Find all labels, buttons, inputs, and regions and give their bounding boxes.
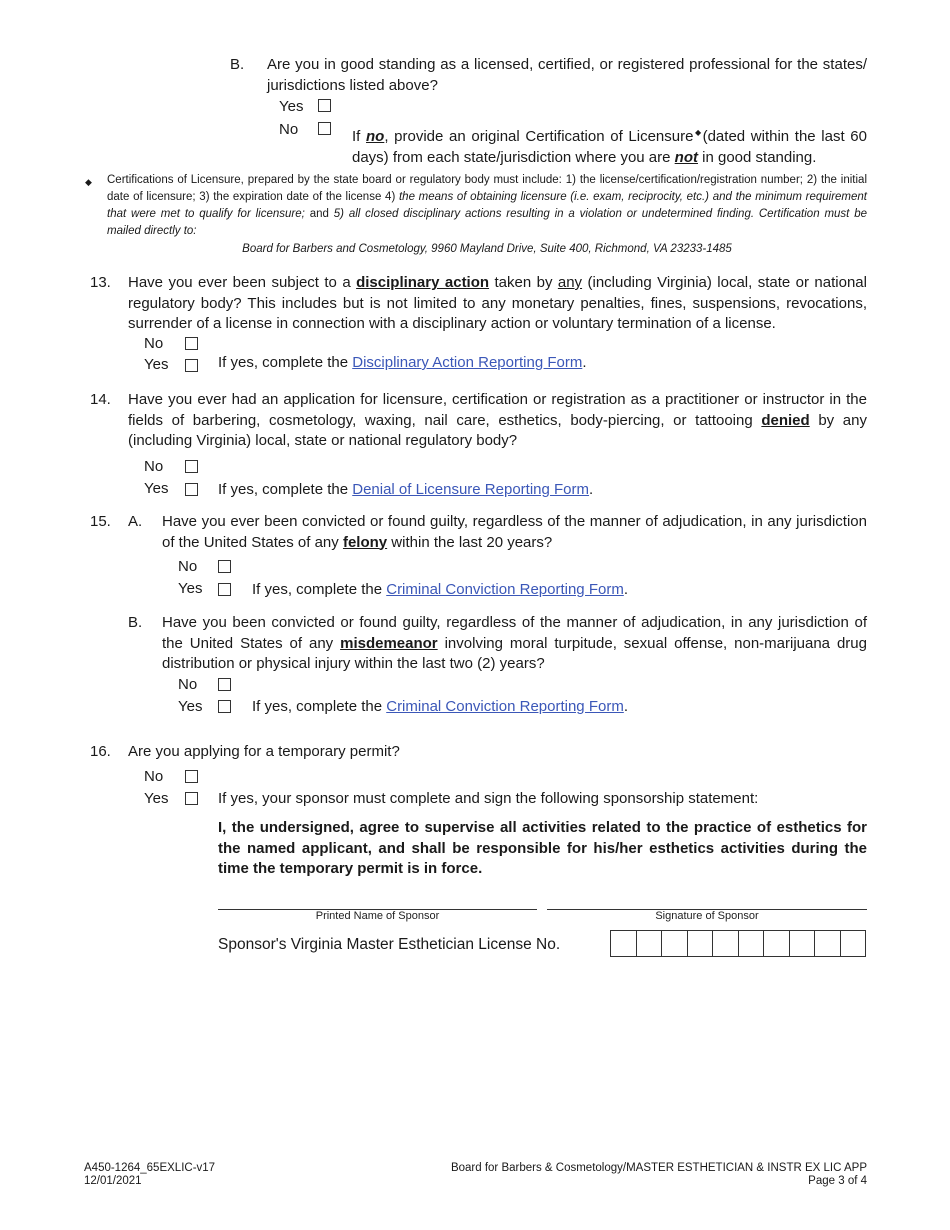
q15b-yes-instructions: If yes, complete the Criminal Conviction Reporting Form. (252, 698, 628, 715)
q14-no-label: No (144, 458, 164, 475)
q15a-no-label: No (178, 558, 198, 575)
license-digit-cell[interactable] (662, 931, 688, 956)
license-digit-cell[interactable] (739, 931, 765, 956)
license-number-input[interactable] (610, 930, 866, 957)
denial-of-licensure-form-link[interactable]: Denial of Licensure Reporting Form (352, 481, 590, 498)
license-digit-cell[interactable] (637, 931, 663, 956)
printed-name-caption: Printed Name of Sponsor (315, 910, 440, 922)
q15b-yes-checkbox[interactable] (218, 700, 231, 713)
q16-no-label: No (144, 768, 164, 785)
q16-number: 16. (90, 743, 111, 760)
board-address: Board for Barbers and Cosmetology, 9960 Mayland Drive, Suite 400, Richmond, VA 23233-1485 (242, 243, 732, 255)
license-digit-cell[interactable] (790, 931, 816, 956)
board-form-title: Board for Barbers & Cosmetology/MASTER ESTHETICIAN & INSTR EX LIC APP (450, 1162, 867, 1174)
q13-yes-instructions: If yes, complete the Disciplinary Action Reporting Form. (218, 354, 587, 371)
sponsorship-statement: I, the undersigned, agree to supervise all activities related to the practice of esthetics for the named applicant, and shall be responsible for his/her esthetics activities during the time the temporary permit is in force. (218, 819, 867, 877)
q14-question: Have you ever had an application for licensure, certification or registration as a practitioner or instructor in the fields of barbering, cosmetology, waxing, nail care, esthetics, body-piercing, or tattooing denied by any (including Virginia) local, state or national regulatory body? (128, 391, 867, 449)
q15b-yes-label: Yes (178, 698, 203, 715)
q15a-no-checkbox[interactable] (218, 560, 231, 573)
q12b-yes-checkbox[interactable] (318, 99, 331, 112)
license-digit-cell[interactable] (611, 931, 637, 956)
form-date: 12/01/2021 (84, 1175, 142, 1187)
license-number-label: Sponsor's Virginia Master Esthetician License No. (218, 936, 561, 953)
q15a-letter: A. (128, 513, 143, 530)
q13-yes-label: Yes (144, 356, 169, 373)
license-digit-cell[interactable] (713, 931, 739, 956)
footnote-text: Certifications of Licensure, prepared by the state board or regulatory body must include: 1) the license/certification/registration number; 2) the initial date of licensure; 3) the expiration date of the license 4) the means of obtaining licensure (i.e. exam, reciprocity, etc.) and the minimum requirement that were met to qualify for licensure; and 5) all closed disciplinary actions resulting in a violation or undetermined finding. Certification must be mailed directly to: (107, 174, 868, 237)
form-id: A450-1264_65EXLIC-v17 (84, 1162, 216, 1174)
q13-yes-checkbox[interactable] (185, 359, 198, 372)
license-digit-cell[interactable] (688, 931, 714, 956)
q15b-question: Have you been convicted or found guilty, regardless of the manner of adjudication, in any jurisdiction of the United States of any misdemeanor involving moral turpitude, sexual offense, non-marijuana drug distribution or physical injury within the last two (2) years? (162, 614, 867, 672)
criminal-conviction-form-link-a[interactable]: Criminal Conviction Reporting Form (386, 581, 624, 598)
q14-number: 14. (90, 391, 111, 408)
disciplinary-action-form-link[interactable]: Disciplinary Action Reporting Form (352, 354, 583, 371)
q12b-question: Are you in good standing as a licensed, certified, or registered professional for the states/ jurisdictions listed above? (267, 56, 867, 94)
q15b-letter: B. (128, 614, 143, 631)
q12b-yes-label: Yes (279, 98, 304, 115)
signature-caption: Signature of Sponsor (655, 910, 759, 922)
q15a-yes-checkbox[interactable] (218, 583, 231, 596)
q12b-no-label: No (279, 121, 299, 138)
q14-yes-instructions: If yes, complete the Denial of Licensure Reporting Form. (218, 481, 594, 498)
footer-left (84, 1162, 215, 1188)
license-digit-cell[interactable] (764, 931, 790, 956)
footnote-bullet-icon: ◆ (85, 177, 92, 187)
footer-right (451, 1162, 867, 1188)
q13-no-label: No (144, 335, 164, 352)
q13-no-checkbox[interactable] (185, 337, 198, 350)
q16-no-checkbox[interactable] (185, 770, 198, 783)
footnote-marker-icon: ◆ (693, 128, 703, 137)
license-digit-cell[interactable] (815, 931, 841, 956)
q16-yes-label: Yes (144, 790, 169, 807)
q14-yes-checkbox[interactable] (185, 483, 198, 496)
license-digit-cell[interactable] (841, 931, 866, 956)
q13-question: Have you ever been subject to a disciplinary action taken by any (including Virginia) local, state or national regulatory body? This includes but is not limited to any monetary penalties, fines, suspensions, revocations, surrender of a license in connection with a disciplinary action or voluntary termination of a license. (128, 274, 867, 332)
q16-yes-checkbox[interactable] (185, 792, 198, 805)
q15a-yes-instructions: If yes, complete the Criminal Conviction Reporting Form. (252, 581, 628, 598)
q15a-question: Have you ever been convicted or found guilty, regardless of the manner of adjudication, in any jurisdiction of the United States of any felony within the last 20 years? (162, 513, 867, 551)
q12b-no-checkbox[interactable] (318, 122, 331, 135)
q15-number: 15. (90, 513, 111, 530)
q14-yes-label: Yes (144, 480, 169, 497)
q13-number: 13. (90, 274, 111, 291)
criminal-conviction-form-link-b[interactable]: Criminal Conviction Reporting Form (386, 698, 624, 715)
q12b-no-instructions: If no, provide an original Certification of Licensure◆(dated within the last 60 days) from each state/jurisdiction where you are not in good standing. (352, 128, 867, 166)
q15b-no-checkbox[interactable] (218, 678, 231, 691)
q15b-no-label: No (178, 676, 198, 693)
page-number: Page 3 of 4 (808, 1175, 867, 1187)
q14-no-checkbox[interactable] (185, 460, 198, 473)
q16-yes-instructions: If yes, your sponsor must complete and sign the following sponsorship statement: (218, 790, 759, 807)
q15a-yes-label: Yes (178, 580, 203, 597)
q12b-letter: B. (230, 56, 245, 73)
q16-question: Are you applying for a temporary permit? (128, 743, 400, 760)
